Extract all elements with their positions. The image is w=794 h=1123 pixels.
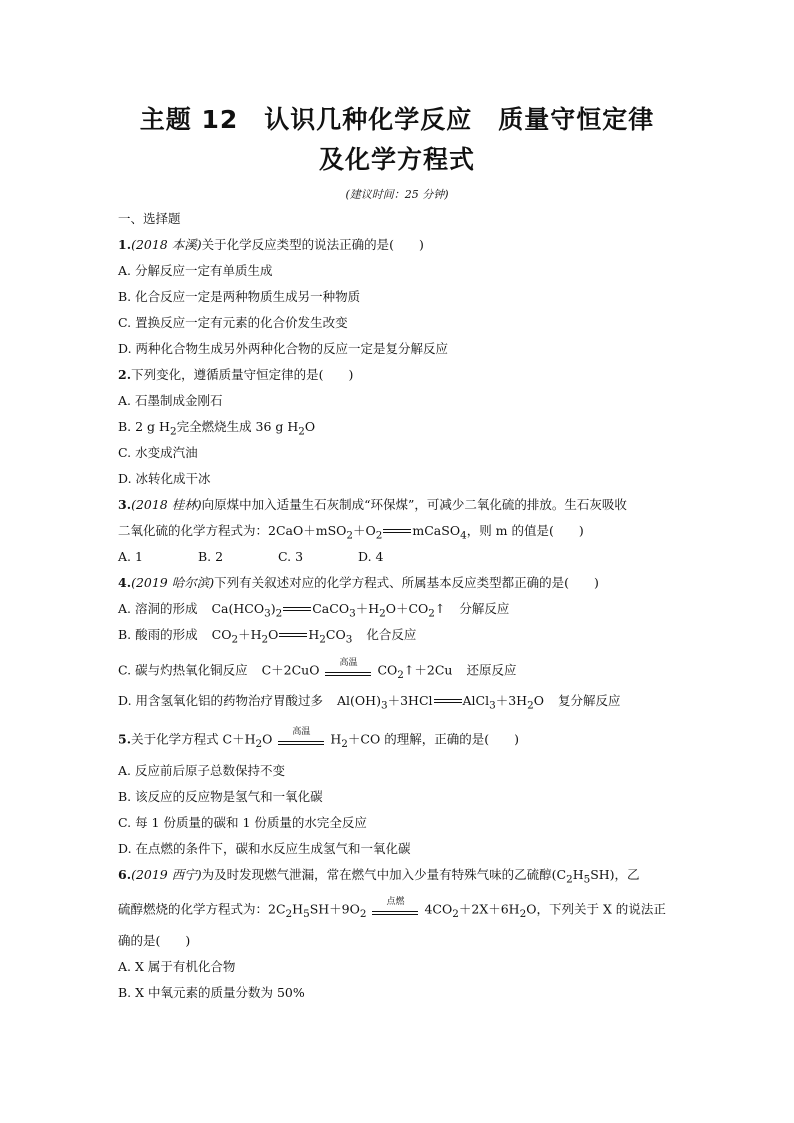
q6-option-a: A. X 属于有机化合物: [118, 959, 236, 974]
q3-stem-line1: 3.(2018 桂林)向原煤中加入适量生石灰制成“环保煤”，可减少二氧化硫的排放。生石灰吸收: [118, 497, 627, 512]
q4-option-b: B. 酸雨的形成 $CO_2+H_2O$ $H_2CO_3$ 化合反应: [118, 627, 417, 646]
q3-source: (2018 桂林): [131, 497, 202, 512]
q5-option-d: D. 在点燃的条件下，碳和水反应生成氢气和一氧化碳: [118, 841, 411, 856]
q1-stem: [118, 237, 424, 253]
q4-option-a: A. 溶洞的形成 $Ca(HCO_3)_2$ $CaCO_3+H_2O+CO_2↑$ 分解反应: [118, 601, 510, 620]
reaction-condition: 点燃: [372, 899, 418, 921]
q5-stem: 5.关于化学方程式 $C+H_2O$ 高温 $H_2+CO$ 的理解，正确的是( ): [118, 727, 519, 750]
q6-option-b: B. X 中氧元素的质量分数为 50%: [118, 985, 305, 1000]
q6-stem-line2: 硫醇燃烧的化学方程式为：$2C_2H_5SH+9O_2$ 点燃 $4CO_2+2X+6H_2O$，下列关于 X 的说法正: [118, 897, 666, 920]
suggested-time: (建议时间：25 分钟): [345, 188, 449, 201]
q1-number: 1.: [118, 237, 132, 252]
q1-source: (2018 本溪): [131, 237, 202, 252]
q4-option-d: D. 用含氢氧化铝的药物治疗胃酸过多 $Al(OH)_3+3HCl$ $AlCl_3+3H_2O$ 复分解反应: [118, 693, 621, 712]
section-heading: 一、选择题: [118, 211, 181, 226]
q3-option-c: C. 3: [278, 549, 304, 564]
q3-option-d: D. 4: [358, 549, 384, 564]
equals-sign-icon: [383, 529, 411, 535]
q3-option-a: A. 1: [118, 549, 143, 564]
q3-stem-line2: 二氧化硫的化学方程式为：$2CaO+mSO_2+O_2$ mCaSO$_4$，则 m 的值是( ): [118, 523, 584, 542]
reaction-condition: 高温: [278, 729, 324, 751]
q5-option-b: B. 该反应的反应物是氢气和一氧化碳: [118, 789, 323, 804]
q5-option-c: C. 每 1 份质量的碳和 1 份质量的水完全反应: [118, 815, 367, 830]
q6-stem-line3: 确的是( ): [118, 933, 191, 948]
q1-text: 关于化学反应类型的说法正确的是( ): [201, 237, 424, 252]
q6-number: 6.: [118, 867, 132, 882]
q3-option-b: B. 2: [198, 549, 224, 564]
q4-stem: 4.(2019 哈尔滨)下列有关叙述对应的化学方程式、所属基本反应类型都正确的是( ): [118, 575, 599, 590]
q4-number: 4.: [118, 575, 132, 590]
q1-option-a: A. 分解反应一定有单质生成: [118, 263, 273, 278]
q5-option-a: A. 反应前后原子总数保持不变: [118, 763, 285, 778]
q1-option-c: C. 置换反应一定有元素的化合价发生改变: [118, 315, 348, 330]
q2-option-d: D. 冰转化成干冰: [118, 471, 211, 486]
q5-number: 5.: [118, 731, 132, 747]
q6-stem-line1: 6.(2019 西宁)为及时发现燃气泄漏，常在燃气中加入少量有特殊气味的乙硫醇$(C_2H_5SH)$，乙: [118, 867, 640, 886]
q4-source: (2019 哈尔滨): [131, 575, 215, 590]
page-title-line1: 主题 12 认识几种化学反应 质量守恒定律: [139, 105, 655, 134]
equals-sign-icon: [434, 699, 462, 705]
q2-text: 下列变化，遵循质量守恒定律的是( ): [131, 367, 354, 382]
q1-option-d: D. 两种化合物生成另外两种化合物的反应一定是复分解反应: [118, 341, 449, 356]
q4-option-c: C. 碳与灼热氧化铜反应 C＋2CuO 高温 $CO_2↑+2Cu$ 还原反应: [118, 658, 517, 681]
q3-number: 3.: [118, 497, 132, 512]
equals-sign-icon: [279, 633, 307, 639]
q2-option-a: A. 石墨制成金刚石: [118, 393, 223, 408]
equals-sign-icon: [283, 607, 311, 613]
q3-options: [118, 549, 383, 565]
q2-option-c: C. 水变成汽油: [118, 445, 198, 460]
q2-option-b: B. 2 g $H_2$完全燃烧生成 36 g $H_2O$: [118, 419, 316, 438]
q6-source: (2019 西宁): [131, 867, 202, 882]
q1-option-b: B. 化合反应一定是两种物质生成另一种物质: [118, 289, 361, 304]
page-title-line2: 及化学方程式: [318, 145, 475, 174]
q2-stem: [118, 367, 353, 383]
reaction-condition: 高温: [325, 660, 371, 682]
q2-number: 2.: [118, 367, 132, 382]
